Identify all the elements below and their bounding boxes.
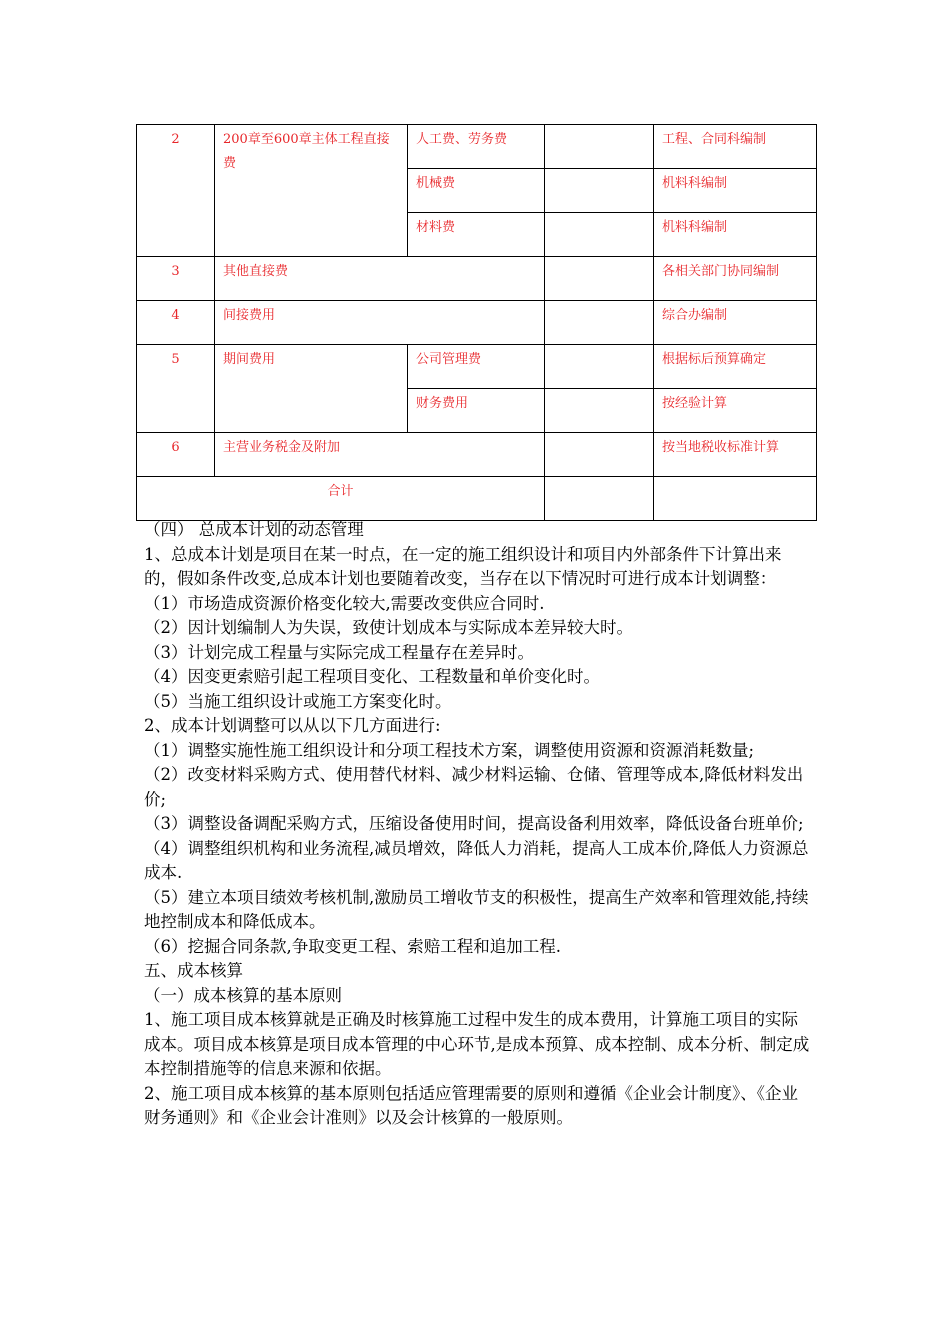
cost-subitem: 人工费、劳务费 — [408, 125, 545, 169]
remark-cell: 各相关部门协同编制 — [654, 257, 817, 301]
amount-cell — [545, 301, 654, 345]
amount-cell — [545, 125, 654, 169]
cost-subitem: 公司管理费 — [408, 345, 545, 389]
row-number: 3 — [137, 257, 215, 301]
list-item: （5）建立本项目绩效考核机制,激励员工增收节支的积极性，提高生产效率和管理效能,持续地控制成本和降低成本。 — [144, 887, 809, 931]
amount-cell — [545, 477, 654, 521]
amount-cell — [545, 433, 654, 477]
list-item: （4）因变更索赔引起工程项目变化、工程数量和单价变化时。 — [144, 667, 600, 686]
list-item: （6）挖掘合同条款,争取变更工程、索赔工程和追加工程. — [144, 936, 561, 956]
row-number: 5 — [137, 345, 215, 433]
paragraph: 2、成本计划调整可以从以下几方面进行: — [144, 716, 441, 735]
remark-cell: 按当地税收标准计算 — [654, 433, 817, 477]
table-row — [137, 257, 817, 301]
cost-subitem: 材料费 — [408, 213, 545, 257]
remark-cell: 工程、合同科编制 — [654, 125, 817, 169]
table-row — [137, 301, 817, 345]
list-item: （3）调整设备调配采购方式，压缩设备使用时间，提高设备利用效率，降低设备台班单价; — [144, 814, 804, 833]
total-label: 合计 — [137, 477, 545, 521]
paragraph: 1、施工项目成本核算就是正确及时核算施工过程中发生的成本费用，计算施工项目的实际成本。项目成本核算是项目成本管理的中心环节,是成本预算、成本控制、成本分析、制定成本控制措施等的信息来源和依据。 — [144, 1010, 810, 1078]
table-row — [137, 433, 817, 477]
list-item: （2）改变材料采购方式、使用替代材料、减少材料运输、仓储、管理等成本,降低材料发出价; — [144, 765, 804, 809]
amount-cell — [545, 213, 654, 257]
cost-item: 主营业务税金及附加 — [215, 433, 545, 477]
table-row — [137, 477, 817, 521]
cost-item: 其他直接费 — [215, 257, 545, 301]
cost-item: 期间费用 — [215, 345, 408, 433]
row-number: 2 — [137, 125, 215, 257]
remark-cell: 根据标后预算确定 — [654, 345, 817, 389]
remark-cell — [654, 477, 817, 521]
section-heading: （四） 总成本计划的动态管理 — [144, 520, 364, 539]
paragraph: 1、总成本计划是项目在某一时点，在一定的施工组织设计和项目内外部条件下计算出来的，假如条件改变,总成本计划也要随着改变，当存在以下情况时可进行成本计划调整： — [144, 544, 782, 588]
amount-cell — [545, 169, 654, 213]
remark-cell: 机料科编制 — [654, 213, 817, 257]
cost-subitem: 机械费 — [408, 169, 545, 213]
amount-cell — [545, 389, 654, 433]
remark-cell: 机料科编制 — [654, 169, 817, 213]
section-heading: （一）成本核算的基本原则 — [144, 985, 342, 1005]
cost-plan-table — [136, 124, 817, 521]
table-row — [137, 125, 817, 169]
cost-item: 200章至600章主体工程直接费 — [215, 125, 408, 257]
list-item: （3）计划完成工程量与实际完成工程量存在差异时。 — [144, 642, 534, 662]
amount-cell — [545, 345, 654, 389]
row-number: 6 — [137, 433, 215, 477]
list-item: （5）当施工组织设计或施工方案变化时。 — [144, 691, 452, 711]
section-heading: 五、成本核算 — [144, 961, 243, 980]
list-item: （1）调整实施性施工组织设计和分项工程技术方案，调整使用资源和资源消耗数量; — [144, 740, 755, 760]
body-text — [144, 518, 812, 1131]
remark-cell: 综合办编制 — [654, 301, 817, 345]
table-row — [137, 345, 817, 389]
cost-subitem: 财务费用 — [408, 389, 545, 433]
remark-cell: 按经验计算 — [654, 389, 817, 433]
list-item: （2）因计划编制人为失误，致使计划成本与实际成本差异较大时。 — [144, 618, 633, 637]
list-item: （1）市场造成资源价格变化较大,需要改变供应合同时. — [144, 593, 545, 613]
amount-cell — [545, 257, 654, 301]
paragraph: 2、施工项目成本核算的基本原则包括适应管理需要的原则和遵循《企业会计制度》、《企业财务通则》和《企业会计准则》以及会计核算的一般原则。 — [144, 1083, 798, 1127]
list-item: （4）调整组织机构和业务流程,减员增效，降低人力消耗，提高人工成本价,降低人力资源总成本. — [144, 838, 809, 882]
row-number: 4 — [137, 301, 215, 345]
cost-item: 间接费用 — [215, 301, 545, 345]
